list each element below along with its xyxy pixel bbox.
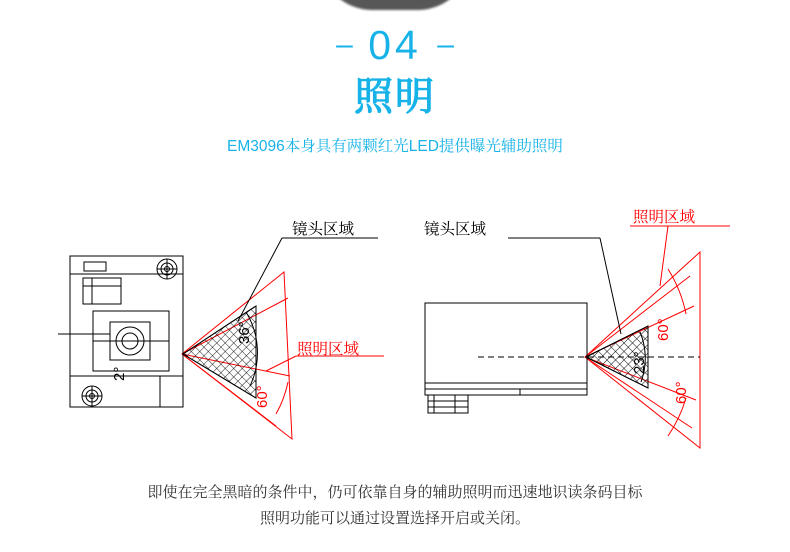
footer-line-2: 照明功能可以通过设置选择开启或关闭。 [259,510,530,527]
left-lens-area-label: 镜头区域 [292,221,355,238]
left-illum-leader [266,356,296,371]
left-angle-36: 36° [236,321,253,344]
right-lens-area-label: 镜头区域 [424,221,487,238]
right-illumination-label: 照明区域 [633,209,696,226]
left-angle-60: 60° [254,385,271,408]
page-header [0,22,790,158]
left-illumination-label: 照明区域 [297,341,360,358]
illumination-diagram [0,186,790,464]
diagram-svg [0,186,790,464]
right-angle-60-lower: 60° [673,381,690,404]
dash-right: – [437,28,454,61]
page-subtitle: EM3096本身具有两颗红光LED提供曝光辅助照明 [227,138,563,155]
right-view [424,208,730,448]
left-angle-2: 2° [111,366,128,381]
left-lens-cone [183,306,257,398]
page-title: 照明 [353,76,436,119]
right-angle-23: 23° [631,351,648,374]
right-device-body [425,303,587,413]
section-number-line [0,22,790,68]
right-angle-60-upper: 60° [655,318,672,341]
right-illum-leader [660,226,668,286]
dash-left: – [336,28,353,61]
footer-description [0,480,790,532]
left-view [58,220,384,439]
right-lens-leader [600,238,621,334]
footer-line-1: 即使在完全黑暗的条件中，仍可依靠自身的辅助照明而迅速地识读条码目标 [147,484,643,501]
top-shadow-decoration [320,0,470,10]
section-number: 04 [368,22,422,68]
left-device-body [58,256,183,407]
